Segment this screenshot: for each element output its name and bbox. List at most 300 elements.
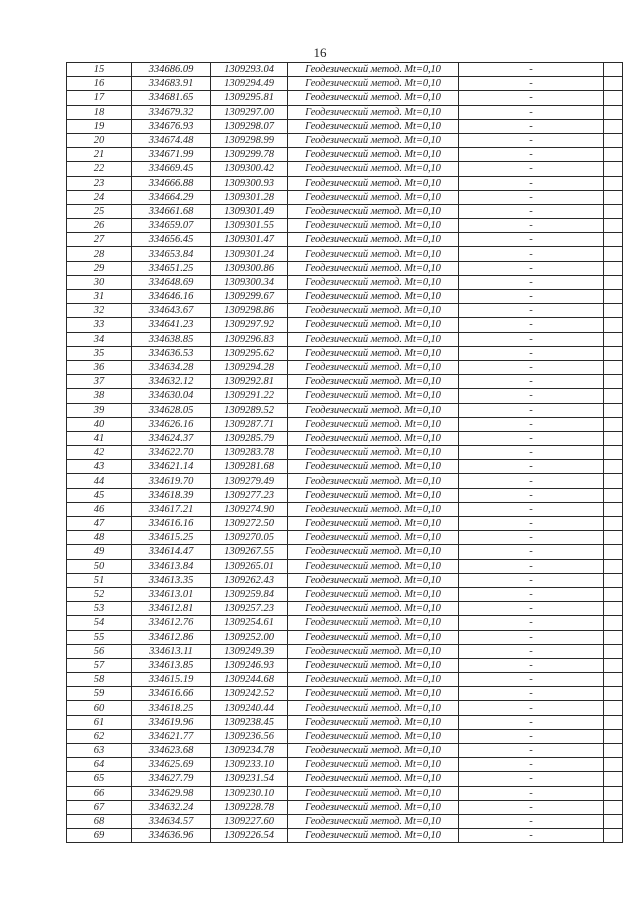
description-cell: - (459, 318, 604, 332)
method-cell: Геодезический метод. Mt=0,10 (288, 247, 459, 261)
y-coordinate-cell: 1309294.49 (211, 77, 288, 91)
description-cell: - (459, 474, 604, 488)
empty-cell (604, 318, 623, 332)
table-row (67, 744, 623, 758)
y-coordinate-cell: 1309293.04 (211, 63, 288, 77)
table-row (67, 190, 623, 204)
x-coordinate-cell: 334656.45 (132, 233, 211, 247)
method-cell: Геодезический метод. Mt=0,10 (288, 318, 459, 332)
description-cell: - (459, 431, 604, 445)
point-number-cell: 25 (67, 204, 132, 218)
y-coordinate-cell: 1309236.56 (211, 729, 288, 743)
description-cell: - (459, 204, 604, 218)
empty-cell (604, 744, 623, 758)
method-cell: Геодезический метод. Mt=0,10 (288, 829, 459, 843)
empty-cell (604, 431, 623, 445)
method-cell: Геодезический метод. Mt=0,10 (288, 658, 459, 672)
y-coordinate-cell: 1309270.05 (211, 531, 288, 545)
point-number-cell: 47 (67, 517, 132, 531)
description-cell: - (459, 261, 604, 275)
x-coordinate-cell: 334628.05 (132, 403, 211, 417)
empty-cell (604, 290, 623, 304)
empty-cell (604, 715, 623, 729)
empty-cell (604, 502, 623, 516)
method-cell: Геодезический метод. Mt=0,10 (288, 701, 459, 715)
description-cell: - (459, 545, 604, 559)
x-coordinate-cell: 334621.77 (132, 729, 211, 743)
y-coordinate-cell: 1309301.55 (211, 219, 288, 233)
point-number-cell: 45 (67, 488, 132, 502)
method-cell: Геодезический метод. Mt=0,10 (288, 502, 459, 516)
x-coordinate-cell: 334619.70 (132, 474, 211, 488)
empty-cell (604, 729, 623, 743)
point-number-cell: 36 (67, 360, 132, 374)
description-cell: - (459, 673, 604, 687)
description-cell: - (459, 658, 604, 672)
method-cell: Геодезический метод. Mt=0,10 (288, 488, 459, 502)
method-cell: Геодезический метод. Mt=0,10 (288, 446, 459, 460)
empty-cell (604, 304, 623, 318)
x-coordinate-cell: 334613.35 (132, 573, 211, 587)
method-cell: Геодезический метод. Mt=0,10 (288, 687, 459, 701)
description-cell: - (459, 219, 604, 233)
point-number-cell: 24 (67, 190, 132, 204)
description-cell: - (459, 148, 604, 162)
y-coordinate-cell: 1309297.00 (211, 105, 288, 119)
x-coordinate-cell: 334612.76 (132, 616, 211, 630)
point-number-cell: 62 (67, 729, 132, 743)
table-row (67, 545, 623, 559)
y-coordinate-cell: 1309249.39 (211, 644, 288, 658)
point-number-cell: 43 (67, 460, 132, 474)
y-coordinate-cell: 1309289.52 (211, 403, 288, 417)
empty-cell (604, 616, 623, 630)
x-coordinate-cell: 334651.25 (132, 261, 211, 275)
description-cell: - (459, 488, 604, 502)
x-coordinate-cell: 334625.69 (132, 758, 211, 772)
y-coordinate-cell: 1309299.67 (211, 290, 288, 304)
x-coordinate-cell: 334615.25 (132, 531, 211, 545)
description-cell: - (459, 332, 604, 346)
y-coordinate-cell: 1309297.92 (211, 318, 288, 332)
description-cell: - (459, 701, 604, 715)
empty-cell (604, 190, 623, 204)
empty-cell (604, 204, 623, 218)
point-number-cell: 48 (67, 531, 132, 545)
point-number-cell: 65 (67, 772, 132, 786)
empty-cell (604, 119, 623, 133)
empty-cell (604, 786, 623, 800)
y-coordinate-cell: 1309283.78 (211, 446, 288, 460)
table-row (67, 204, 623, 218)
y-coordinate-cell: 1309292.81 (211, 375, 288, 389)
y-coordinate-cell: 1309231.54 (211, 772, 288, 786)
x-coordinate-cell: 334653.84 (132, 247, 211, 261)
table-row (67, 701, 623, 715)
x-coordinate-cell: 334630.04 (132, 389, 211, 403)
y-coordinate-cell: 1309272.50 (211, 517, 288, 531)
y-coordinate-cell: 1309298.86 (211, 304, 288, 318)
description-cell: - (459, 63, 604, 77)
method-cell: Геодезический метод. Mt=0,10 (288, 758, 459, 772)
y-coordinate-cell: 1309233.10 (211, 758, 288, 772)
description-cell: - (459, 772, 604, 786)
method-cell: Геодезический метод. Mt=0,10 (288, 673, 459, 687)
point-number-cell: 30 (67, 275, 132, 289)
empty-cell (604, 360, 623, 374)
point-number-cell: 51 (67, 573, 132, 587)
x-coordinate-cell: 334612.86 (132, 630, 211, 644)
description-cell: - (459, 587, 604, 601)
y-coordinate-cell: 1309244.68 (211, 673, 288, 687)
table-row (67, 148, 623, 162)
table-row (67, 105, 623, 119)
empty-cell (604, 800, 623, 814)
point-number-cell: 35 (67, 346, 132, 360)
y-coordinate-cell: 1309281.68 (211, 460, 288, 474)
table-row (67, 133, 623, 147)
y-coordinate-cell: 1309301.49 (211, 204, 288, 218)
y-coordinate-cell: 1309300.34 (211, 275, 288, 289)
y-coordinate-cell: 1309301.47 (211, 233, 288, 247)
description-cell: - (459, 800, 604, 814)
empty-cell (604, 701, 623, 715)
method-cell: Геодезический метод. Mt=0,10 (288, 417, 459, 431)
x-coordinate-cell: 334666.88 (132, 176, 211, 190)
point-number-cell: 60 (67, 701, 132, 715)
point-number-cell: 66 (67, 786, 132, 800)
x-coordinate-cell: 334661.68 (132, 204, 211, 218)
y-coordinate-cell: 1309296.83 (211, 332, 288, 346)
method-cell: Геодезический метод. Mt=0,10 (288, 814, 459, 828)
y-coordinate-cell: 1309298.99 (211, 133, 288, 147)
y-coordinate-cell: 1309301.28 (211, 190, 288, 204)
method-cell: Геодезический метод. Mt=0,10 (288, 772, 459, 786)
description-cell: - (459, 304, 604, 318)
table-row (67, 517, 623, 531)
table-row (67, 488, 623, 502)
description-cell: - (459, 502, 604, 516)
method-cell: Геодезический метод. Mt=0,10 (288, 474, 459, 488)
method-cell: Геодезический метод. Mt=0,10 (288, 91, 459, 105)
point-number-cell: 64 (67, 758, 132, 772)
x-coordinate-cell: 334664.29 (132, 190, 211, 204)
empty-cell (604, 63, 623, 77)
table-row (67, 658, 623, 672)
description-cell: - (459, 275, 604, 289)
empty-cell (604, 375, 623, 389)
y-coordinate-cell: 1309301.24 (211, 247, 288, 261)
empty-cell (604, 219, 623, 233)
method-cell: Геодезический метод. Mt=0,10 (288, 460, 459, 474)
method-cell: Геодезический метод. Mt=0,10 (288, 190, 459, 204)
table-row (67, 573, 623, 587)
description-cell: - (459, 715, 604, 729)
y-coordinate-cell: 1309267.55 (211, 545, 288, 559)
description-cell: - (459, 233, 604, 247)
table-row (67, 261, 623, 275)
method-cell: Геодезический метод. Mt=0,10 (288, 389, 459, 403)
y-coordinate-cell: 1309300.93 (211, 176, 288, 190)
empty-cell (604, 531, 623, 545)
point-number-cell: 32 (67, 304, 132, 318)
x-coordinate-cell: 334613.11 (132, 644, 211, 658)
empty-cell (604, 133, 623, 147)
point-number-cell: 29 (67, 261, 132, 275)
table-row (67, 460, 623, 474)
x-coordinate-cell: 334681.65 (132, 91, 211, 105)
y-coordinate-cell: 1309238.45 (211, 715, 288, 729)
method-cell: Геодезический метод. Mt=0,10 (288, 119, 459, 133)
table-row (67, 531, 623, 545)
y-coordinate-cell: 1309262.43 (211, 573, 288, 587)
description-cell: - (459, 91, 604, 105)
method-cell: Геодезический метод. Mt=0,10 (288, 105, 459, 119)
point-number-cell: 52 (67, 587, 132, 601)
point-number-cell: 56 (67, 644, 132, 658)
point-number-cell: 37 (67, 375, 132, 389)
description-cell: - (459, 176, 604, 190)
description-cell: - (459, 375, 604, 389)
description-cell: - (459, 559, 604, 573)
x-coordinate-cell: 334613.84 (132, 559, 211, 573)
table-row (67, 77, 623, 91)
table-row (67, 446, 623, 460)
method-cell: Геодезический метод. Mt=0,10 (288, 275, 459, 289)
x-coordinate-cell: 334643.67 (132, 304, 211, 318)
description-cell: - (459, 531, 604, 545)
table-row (67, 786, 623, 800)
table-row (67, 814, 623, 828)
point-number-cell: 22 (67, 162, 132, 176)
table-row (67, 729, 623, 743)
table-row (67, 233, 623, 247)
x-coordinate-cell: 334634.57 (132, 814, 211, 828)
point-number-cell: 44 (67, 474, 132, 488)
y-coordinate-cell: 1309295.62 (211, 346, 288, 360)
table-row (67, 602, 623, 616)
method-cell: Геодезический метод. Mt=0,10 (288, 162, 459, 176)
empty-cell (604, 829, 623, 843)
y-coordinate-cell: 1309230.10 (211, 786, 288, 800)
description-cell: - (459, 517, 604, 531)
empty-cell (604, 346, 623, 360)
table-row (67, 829, 623, 843)
empty-cell (604, 332, 623, 346)
method-cell: Геодезический метод. Mt=0,10 (288, 545, 459, 559)
x-coordinate-cell: 334621.14 (132, 460, 211, 474)
x-coordinate-cell: 334618.25 (132, 701, 211, 715)
point-number-cell: 57 (67, 658, 132, 672)
description-cell: - (459, 119, 604, 133)
x-coordinate-cell: 334618.39 (132, 488, 211, 502)
point-number-cell: 34 (67, 332, 132, 346)
x-coordinate-cell: 334622.70 (132, 446, 211, 460)
x-coordinate-cell: 334624.37 (132, 431, 211, 445)
point-number-cell: 27 (67, 233, 132, 247)
point-number-cell: 59 (67, 687, 132, 701)
x-coordinate-cell: 334614.47 (132, 545, 211, 559)
description-cell: - (459, 460, 604, 474)
description-cell: - (459, 190, 604, 204)
x-coordinate-cell: 334626.16 (132, 417, 211, 431)
x-coordinate-cell: 334632.24 (132, 800, 211, 814)
method-cell: Геодезический метод. Mt=0,10 (288, 602, 459, 616)
description-cell: - (459, 446, 604, 460)
x-coordinate-cell: 334612.81 (132, 602, 211, 616)
x-coordinate-cell: 334671.99 (132, 148, 211, 162)
description-cell: - (459, 729, 604, 743)
y-coordinate-cell: 1309285.79 (211, 431, 288, 445)
point-number-cell: 49 (67, 545, 132, 559)
description-cell: - (459, 290, 604, 304)
x-coordinate-cell: 334623.68 (132, 744, 211, 758)
x-coordinate-cell: 334648.69 (132, 275, 211, 289)
method-cell: Геодезический метод. Mt=0,10 (288, 531, 459, 545)
method-cell: Геодезический метод. Mt=0,10 (288, 573, 459, 587)
table-row (67, 219, 623, 233)
empty-cell (604, 233, 623, 247)
x-coordinate-cell: 334616.16 (132, 517, 211, 531)
table-row (67, 772, 623, 786)
x-coordinate-cell: 334632.12 (132, 375, 211, 389)
table-row (67, 559, 623, 573)
method-cell: Геодезический метод. Mt=0,10 (288, 644, 459, 658)
description-cell: - (459, 105, 604, 119)
point-number-cell: 69 (67, 829, 132, 843)
method-cell: Геодезический метод. Mt=0,10 (288, 729, 459, 743)
empty-cell (604, 488, 623, 502)
x-coordinate-cell: 334636.96 (132, 829, 211, 843)
table-row (67, 389, 623, 403)
y-coordinate-cell: 1309259.84 (211, 587, 288, 601)
y-coordinate-cell: 1309254.61 (211, 616, 288, 630)
point-number-cell: 21 (67, 148, 132, 162)
empty-cell (604, 403, 623, 417)
method-cell: Геодезический метод. Mt=0,10 (288, 517, 459, 531)
point-number-cell: 55 (67, 630, 132, 644)
table-row (67, 332, 623, 346)
x-coordinate-cell: 334679.32 (132, 105, 211, 119)
table-row (67, 346, 623, 360)
empty-cell (604, 758, 623, 772)
y-coordinate-cell: 1309228.78 (211, 800, 288, 814)
point-number-cell: 68 (67, 814, 132, 828)
empty-cell (604, 417, 623, 431)
table-row (67, 91, 623, 105)
y-coordinate-cell: 1309226.54 (211, 829, 288, 843)
y-coordinate-cell: 1309240.44 (211, 701, 288, 715)
method-cell: Геодезический метод. Mt=0,10 (288, 431, 459, 445)
x-coordinate-cell: 334634.28 (132, 360, 211, 374)
empty-cell (604, 559, 623, 573)
empty-cell (604, 658, 623, 672)
point-number-cell: 28 (67, 247, 132, 261)
method-cell: Геодезический метод. Mt=0,10 (288, 63, 459, 77)
point-number-cell: 39 (67, 403, 132, 417)
point-number-cell: 54 (67, 616, 132, 630)
empty-cell (604, 77, 623, 91)
y-coordinate-cell: 1309291.22 (211, 389, 288, 403)
method-cell: Геодезический метод. Mt=0,10 (288, 77, 459, 91)
description-cell: - (459, 162, 604, 176)
table-row (67, 247, 623, 261)
table-row (67, 715, 623, 729)
point-number-cell: 61 (67, 715, 132, 729)
table-row (67, 403, 623, 417)
point-number-cell: 63 (67, 744, 132, 758)
y-coordinate-cell: 1309300.42 (211, 162, 288, 176)
y-coordinate-cell: 1309287.71 (211, 417, 288, 431)
empty-cell (604, 687, 623, 701)
description-cell: - (459, 602, 604, 616)
y-coordinate-cell: 1309227.60 (211, 814, 288, 828)
x-coordinate-cell: 334629.98 (132, 786, 211, 800)
method-cell: Геодезический метод. Mt=0,10 (288, 616, 459, 630)
table-row (67, 644, 623, 658)
description-cell: - (459, 77, 604, 91)
empty-cell (604, 673, 623, 687)
empty-cell (604, 587, 623, 601)
method-cell: Геодезический метод. Mt=0,10 (288, 148, 459, 162)
method-cell: Геодезический метод. Mt=0,10 (288, 290, 459, 304)
description-cell: - (459, 758, 604, 772)
point-number-cell: 26 (67, 219, 132, 233)
empty-cell (604, 275, 623, 289)
method-cell: Геодезический метод. Mt=0,10 (288, 176, 459, 190)
empty-cell (604, 446, 623, 460)
table-row (67, 119, 623, 133)
x-coordinate-cell: 334638.85 (132, 332, 211, 346)
description-cell: - (459, 744, 604, 758)
method-cell: Геодезический метод. Mt=0,10 (288, 261, 459, 275)
description-cell: - (459, 829, 604, 843)
table-row (67, 616, 623, 630)
y-coordinate-cell: 1309246.93 (211, 658, 288, 672)
y-coordinate-cell: 1309295.81 (211, 91, 288, 105)
method-cell: Геодезический метод. Mt=0,10 (288, 630, 459, 644)
y-coordinate-cell: 1309257.23 (211, 602, 288, 616)
empty-cell (604, 814, 623, 828)
coordinates-table-body (67, 63, 623, 843)
method-cell: Геодезический метод. Mt=0,10 (288, 587, 459, 601)
y-coordinate-cell: 1309274.90 (211, 502, 288, 516)
empty-cell (604, 162, 623, 176)
point-number-cell: 67 (67, 800, 132, 814)
description-cell: - (459, 630, 604, 644)
empty-cell (604, 261, 623, 275)
table-row (67, 318, 623, 332)
table-row (67, 375, 623, 389)
empty-cell (604, 545, 623, 559)
point-number-cell: 23 (67, 176, 132, 190)
point-number-cell: 42 (67, 446, 132, 460)
point-number-cell: 31 (67, 290, 132, 304)
method-cell: Геодезический метод. Mt=0,10 (288, 304, 459, 318)
table-row (67, 176, 623, 190)
empty-cell (604, 630, 623, 644)
description-cell: - (459, 417, 604, 431)
point-number-cell: 18 (67, 105, 132, 119)
y-coordinate-cell: 1309277.23 (211, 488, 288, 502)
method-cell: Геодезический метод. Mt=0,10 (288, 133, 459, 147)
method-cell: Геодезический метод. Mt=0,10 (288, 332, 459, 346)
empty-cell (604, 91, 623, 105)
table-row (67, 417, 623, 431)
y-coordinate-cell: 1309294.28 (211, 360, 288, 374)
point-number-cell: 15 (67, 63, 132, 77)
empty-cell (604, 573, 623, 587)
